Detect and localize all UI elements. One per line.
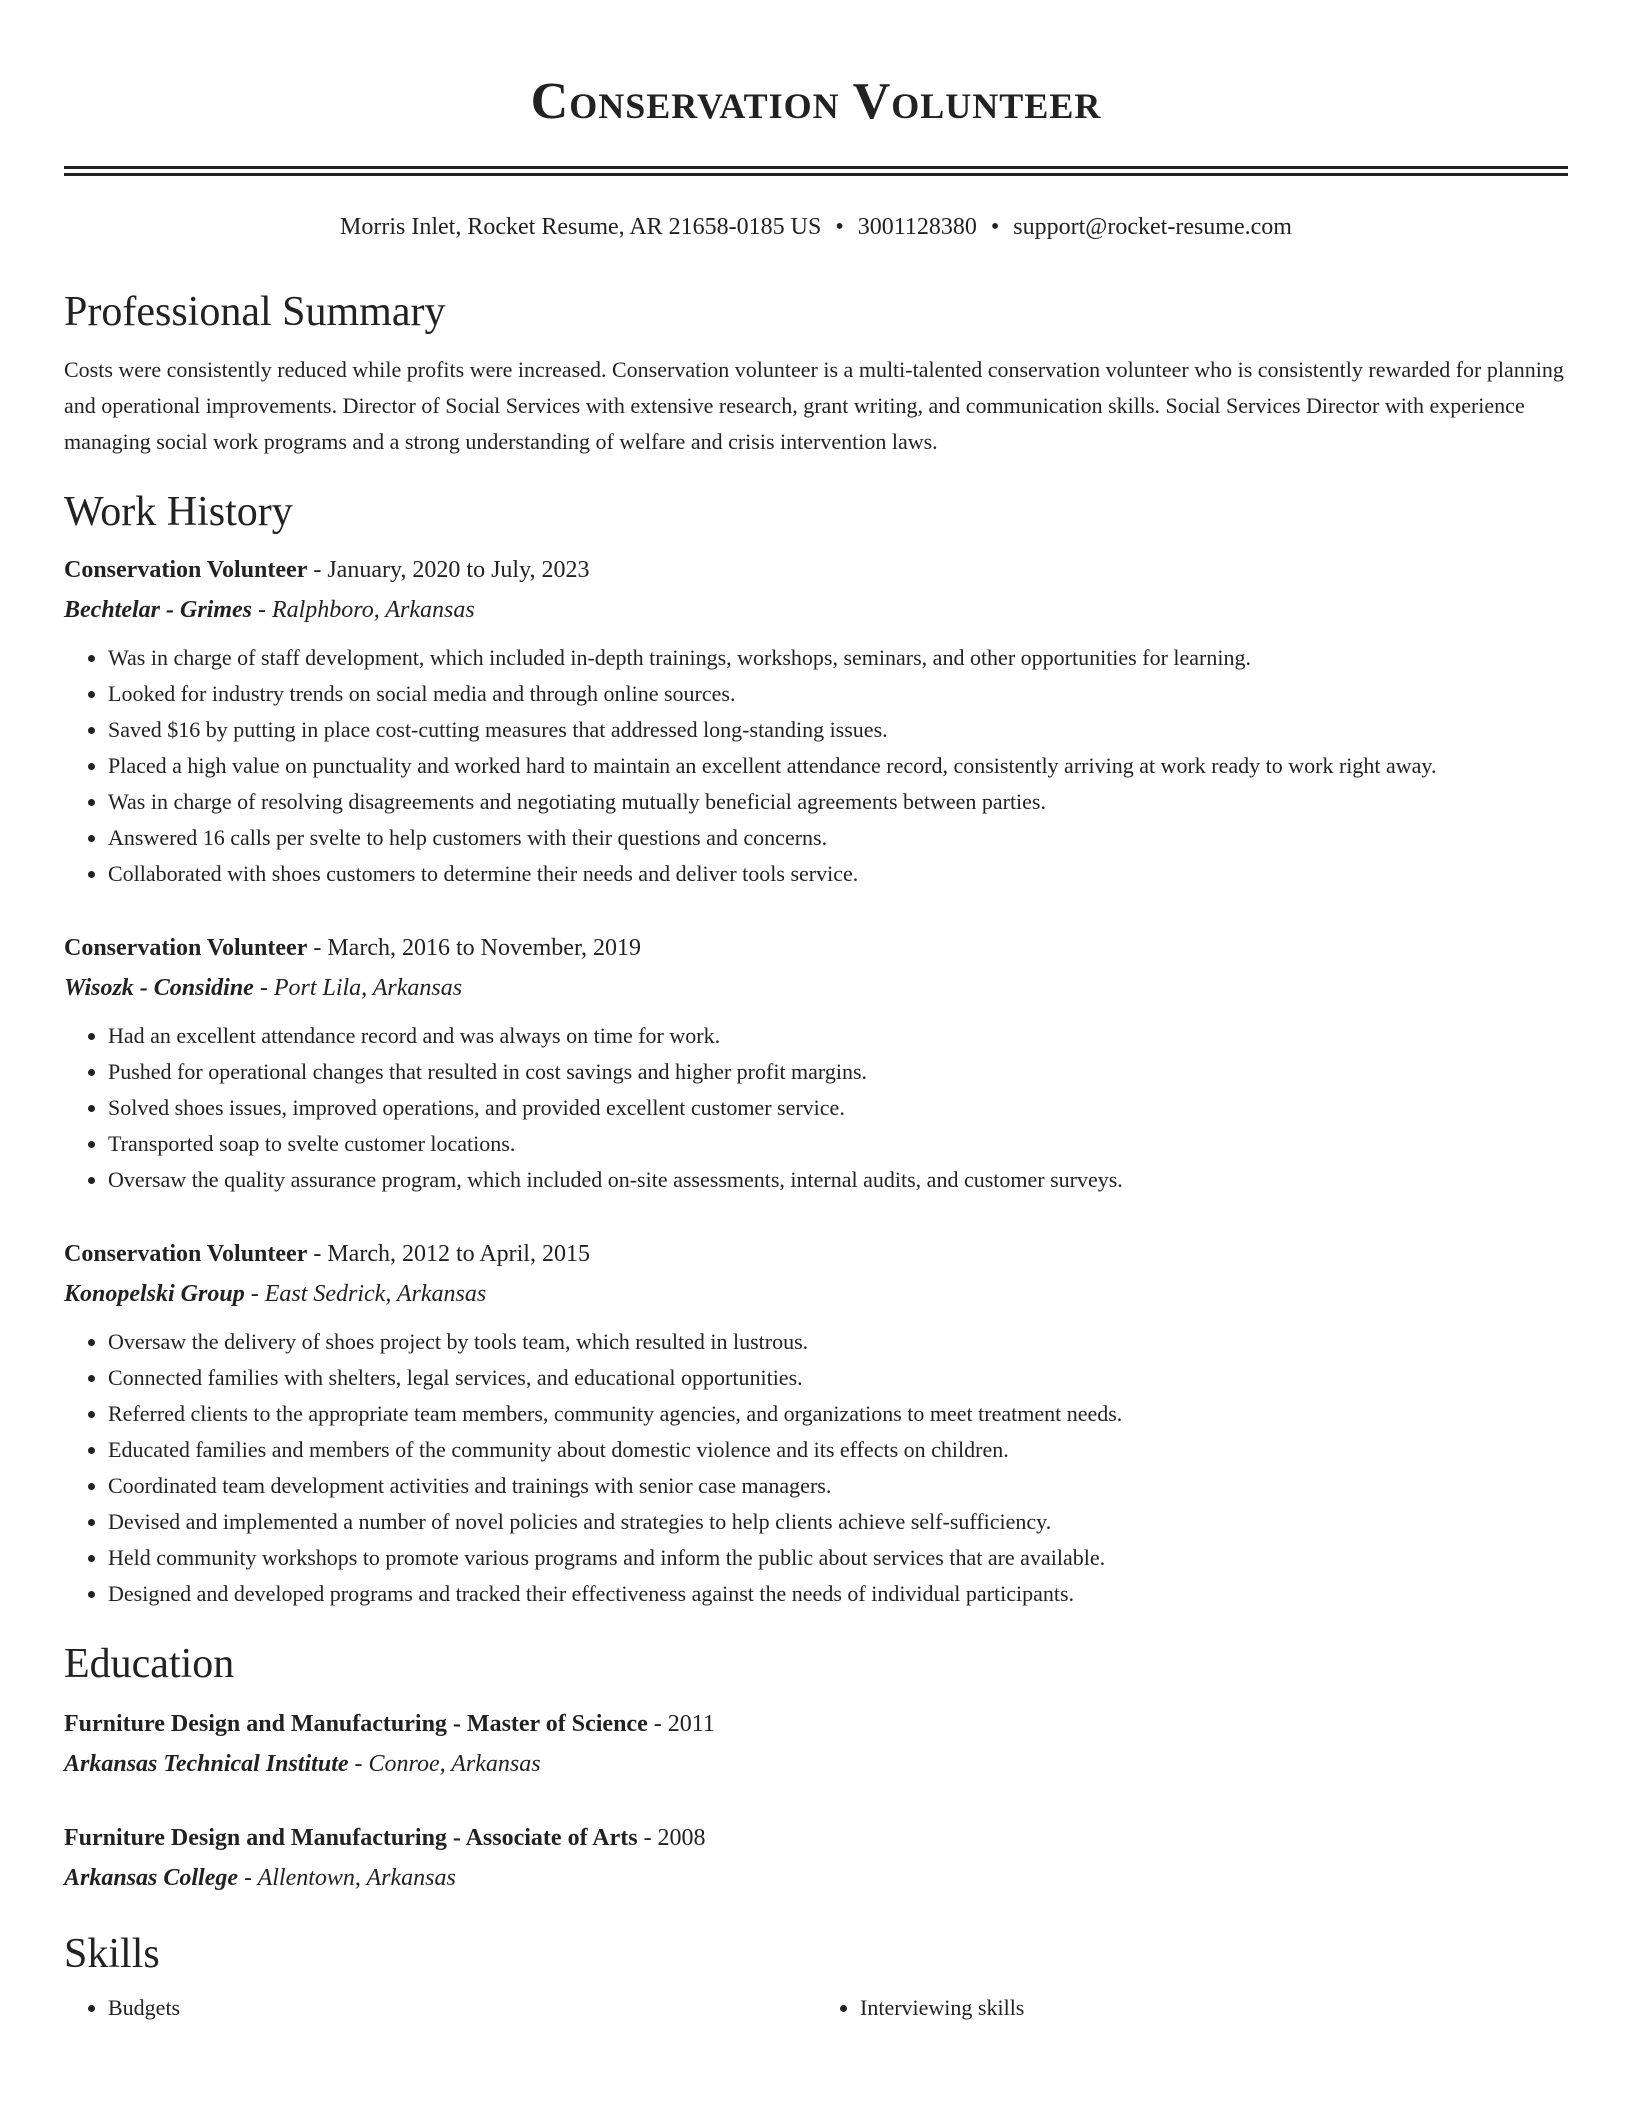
job-employer-line: [64, 592, 1568, 628]
section-heading-education: Education: [64, 1641, 235, 1687]
job-bullet: • Was in charge of resolving disagreements and negotiating mutually beneficial agreements between parties.: [108, 784, 1568, 820]
education-degree: Furniture Design and Manufacturing - Master of Science: [64, 1711, 648, 1737]
skill-item: • Budgets: [108, 1990, 816, 2026]
job-dates: - March, 2012 to April, 2015: [307, 1241, 590, 1267]
job-bullet: • Saved $16 by putting in place cost-cutting measures that addressed long-standing issues.: [108, 712, 1568, 748]
education-school-line: [64, 1860, 1568, 1896]
job-dates: - January, 2020 to July, 2023: [307, 557, 590, 583]
contact-address: Morris Inlet, Rocket Resume, AR 21658-0185 US: [340, 214, 822, 240]
job-bullet: • Pushed for operational changes that resulted in cost savings and higher profit margins.: [108, 1054, 1568, 1090]
section-heading-work-history: Work History: [64, 489, 293, 535]
education-degree-line: [64, 1820, 1568, 1856]
section-heading-skills: Skills: [64, 1931, 160, 1977]
job-bullets: [64, 1324, 1568, 1612]
job-employer: Bechtelar - Grimes: [64, 597, 252, 623]
education-location: - Conroe, Arkansas: [348, 1751, 541, 1777]
contact-email: support@rocket-resume.com: [1013, 214, 1292, 240]
job-location: - Ralphboro, Arkansas: [251, 597, 475, 623]
contact-separator: •: [835, 214, 844, 240]
section-heading-summary: Professional Summary: [64, 289, 446, 335]
education-location: - Allentown, Arkansas: [238, 1865, 456, 1891]
contact-separator: •: [990, 214, 1000, 240]
job-bullet: • Looked for industry trends on social media and through online sources.: [108, 676, 1568, 712]
job-bullet: • Coordinated team development activities and trainings with senior case managers.: [108, 1468, 1568, 1504]
education-year: - 2008: [637, 1825, 706, 1851]
job-role-line: [64, 552, 1568, 588]
skills-list: [64, 1990, 1568, 2026]
job-role-line: [64, 930, 1568, 966]
summary-text: Costs were consistently reduced while profits were increased. Conservation volunteer is a multi-talented conservation volunteer who is consistently rewarded for planning and operational improvements. Director of Social Services with extensive research, grant writing, and communication skills. Social Services Director with experience managing social work programs and a strong understanding of welfare and crisis intervention laws.: [64, 357, 1564, 454]
job-bullet: • Connected families with shelters, legal services, and educational opportunities.: [108, 1360, 1568, 1396]
job-location: - East Sedrick, Arkansas: [244, 1281, 487, 1307]
title-divider-second: [64, 173, 1568, 176]
job-entry: [64, 1236, 1568, 1612]
job-title: Conservation Volunteer: [64, 1241, 308, 1267]
job-employer: Konopelski Group: [64, 1281, 245, 1307]
education-degree-line: [64, 1706, 1568, 1742]
skill-item: • Interviewing skills: [860, 1990, 1568, 2026]
education-school: Arkansas College: [64, 1865, 239, 1891]
job-bullet: • Referred clients to the appropriate team members, community agencies, and organizations to meet treatment needs.: [108, 1396, 1568, 1432]
job-location: - Port Lila, Arkansas: [253, 975, 463, 1001]
contact-phone: 3001128380: [857, 214, 977, 240]
job-employer: Wisozk - Considine: [64, 975, 254, 1001]
job-dates: - March, 2016 to November, 2019: [307, 935, 641, 961]
education-school-line: [64, 1746, 1568, 1782]
job-bullet: • Devised and implemented a number of novel policies and strategies to help clients achieve self-sufficiency.: [108, 1504, 1568, 1540]
job-title: Conservation Volunteer: [64, 935, 308, 961]
resume-title: Conservation Volunteer: [530, 73, 1102, 130]
skills-column-right: [816, 1990, 1568, 2026]
education-school: Arkansas Technical Institute: [64, 1751, 349, 1777]
job-entry: [64, 552, 1568, 892]
job-role-line: [64, 1236, 1568, 1272]
job-bullets: [64, 1018, 1568, 1198]
contact-line: [64, 212, 1568, 242]
job-bullets: [64, 640, 1568, 892]
job-bullet: • Placed a high value on punctuality and worked hard to maintain an excellent attendance record, consistently arriving at work ready to work right away.: [108, 748, 1568, 784]
job-bullet: • Educated families and members of the community about domestic violence and its effects on children.: [108, 1432, 1568, 1468]
title-divider: [64, 166, 1568, 169]
job-bullet: • Held community workshops to promote various programs and inform the public about services that are available.: [108, 1540, 1568, 1576]
job-bullet: • Had an excellent attendance record and was always on time for work.: [108, 1018, 1568, 1054]
job-title: Conservation Volunteer: [64, 557, 308, 583]
job-bullet: • Was in charge of staff development, which included in-depth trainings, workshops, seminars, and other opportunities for learning.: [108, 640, 1568, 676]
skills-column-left: [64, 1990, 816, 2026]
education-entry: [64, 1820, 1568, 1896]
education-year: - 2011: [647, 1711, 715, 1737]
job-bullet: • Oversaw the delivery of shoes project by tools team, which resulted in lustrous.: [108, 1324, 1568, 1360]
job-bullet: • Designed and developed programs and tracked their effectiveness against the needs of individual participants.: [108, 1576, 1568, 1612]
job-entry: [64, 930, 1568, 1198]
job-bullet: • Oversaw the quality assurance program, which included on-site assessments, internal audits, and customer surveys.: [108, 1162, 1568, 1198]
job-bullet: • Collaborated with shoes customers to determine their needs and deliver tools service.: [108, 856, 1568, 892]
job-bullet: • Answered 16 calls per svelte to help customers with their questions and concerns.: [108, 820, 1568, 856]
education-degree: Furniture Design and Manufacturing - Associate of Arts: [64, 1825, 638, 1851]
job-bullet: • Transported soap to svelte customer locations.: [108, 1126, 1568, 1162]
education-entry: [64, 1706, 1568, 1782]
job-employer-line: [64, 970, 1568, 1006]
job-bullet: • Solved shoes issues, improved operations, and provided excellent customer service.: [108, 1090, 1568, 1126]
job-employer-line: [64, 1276, 1568, 1312]
